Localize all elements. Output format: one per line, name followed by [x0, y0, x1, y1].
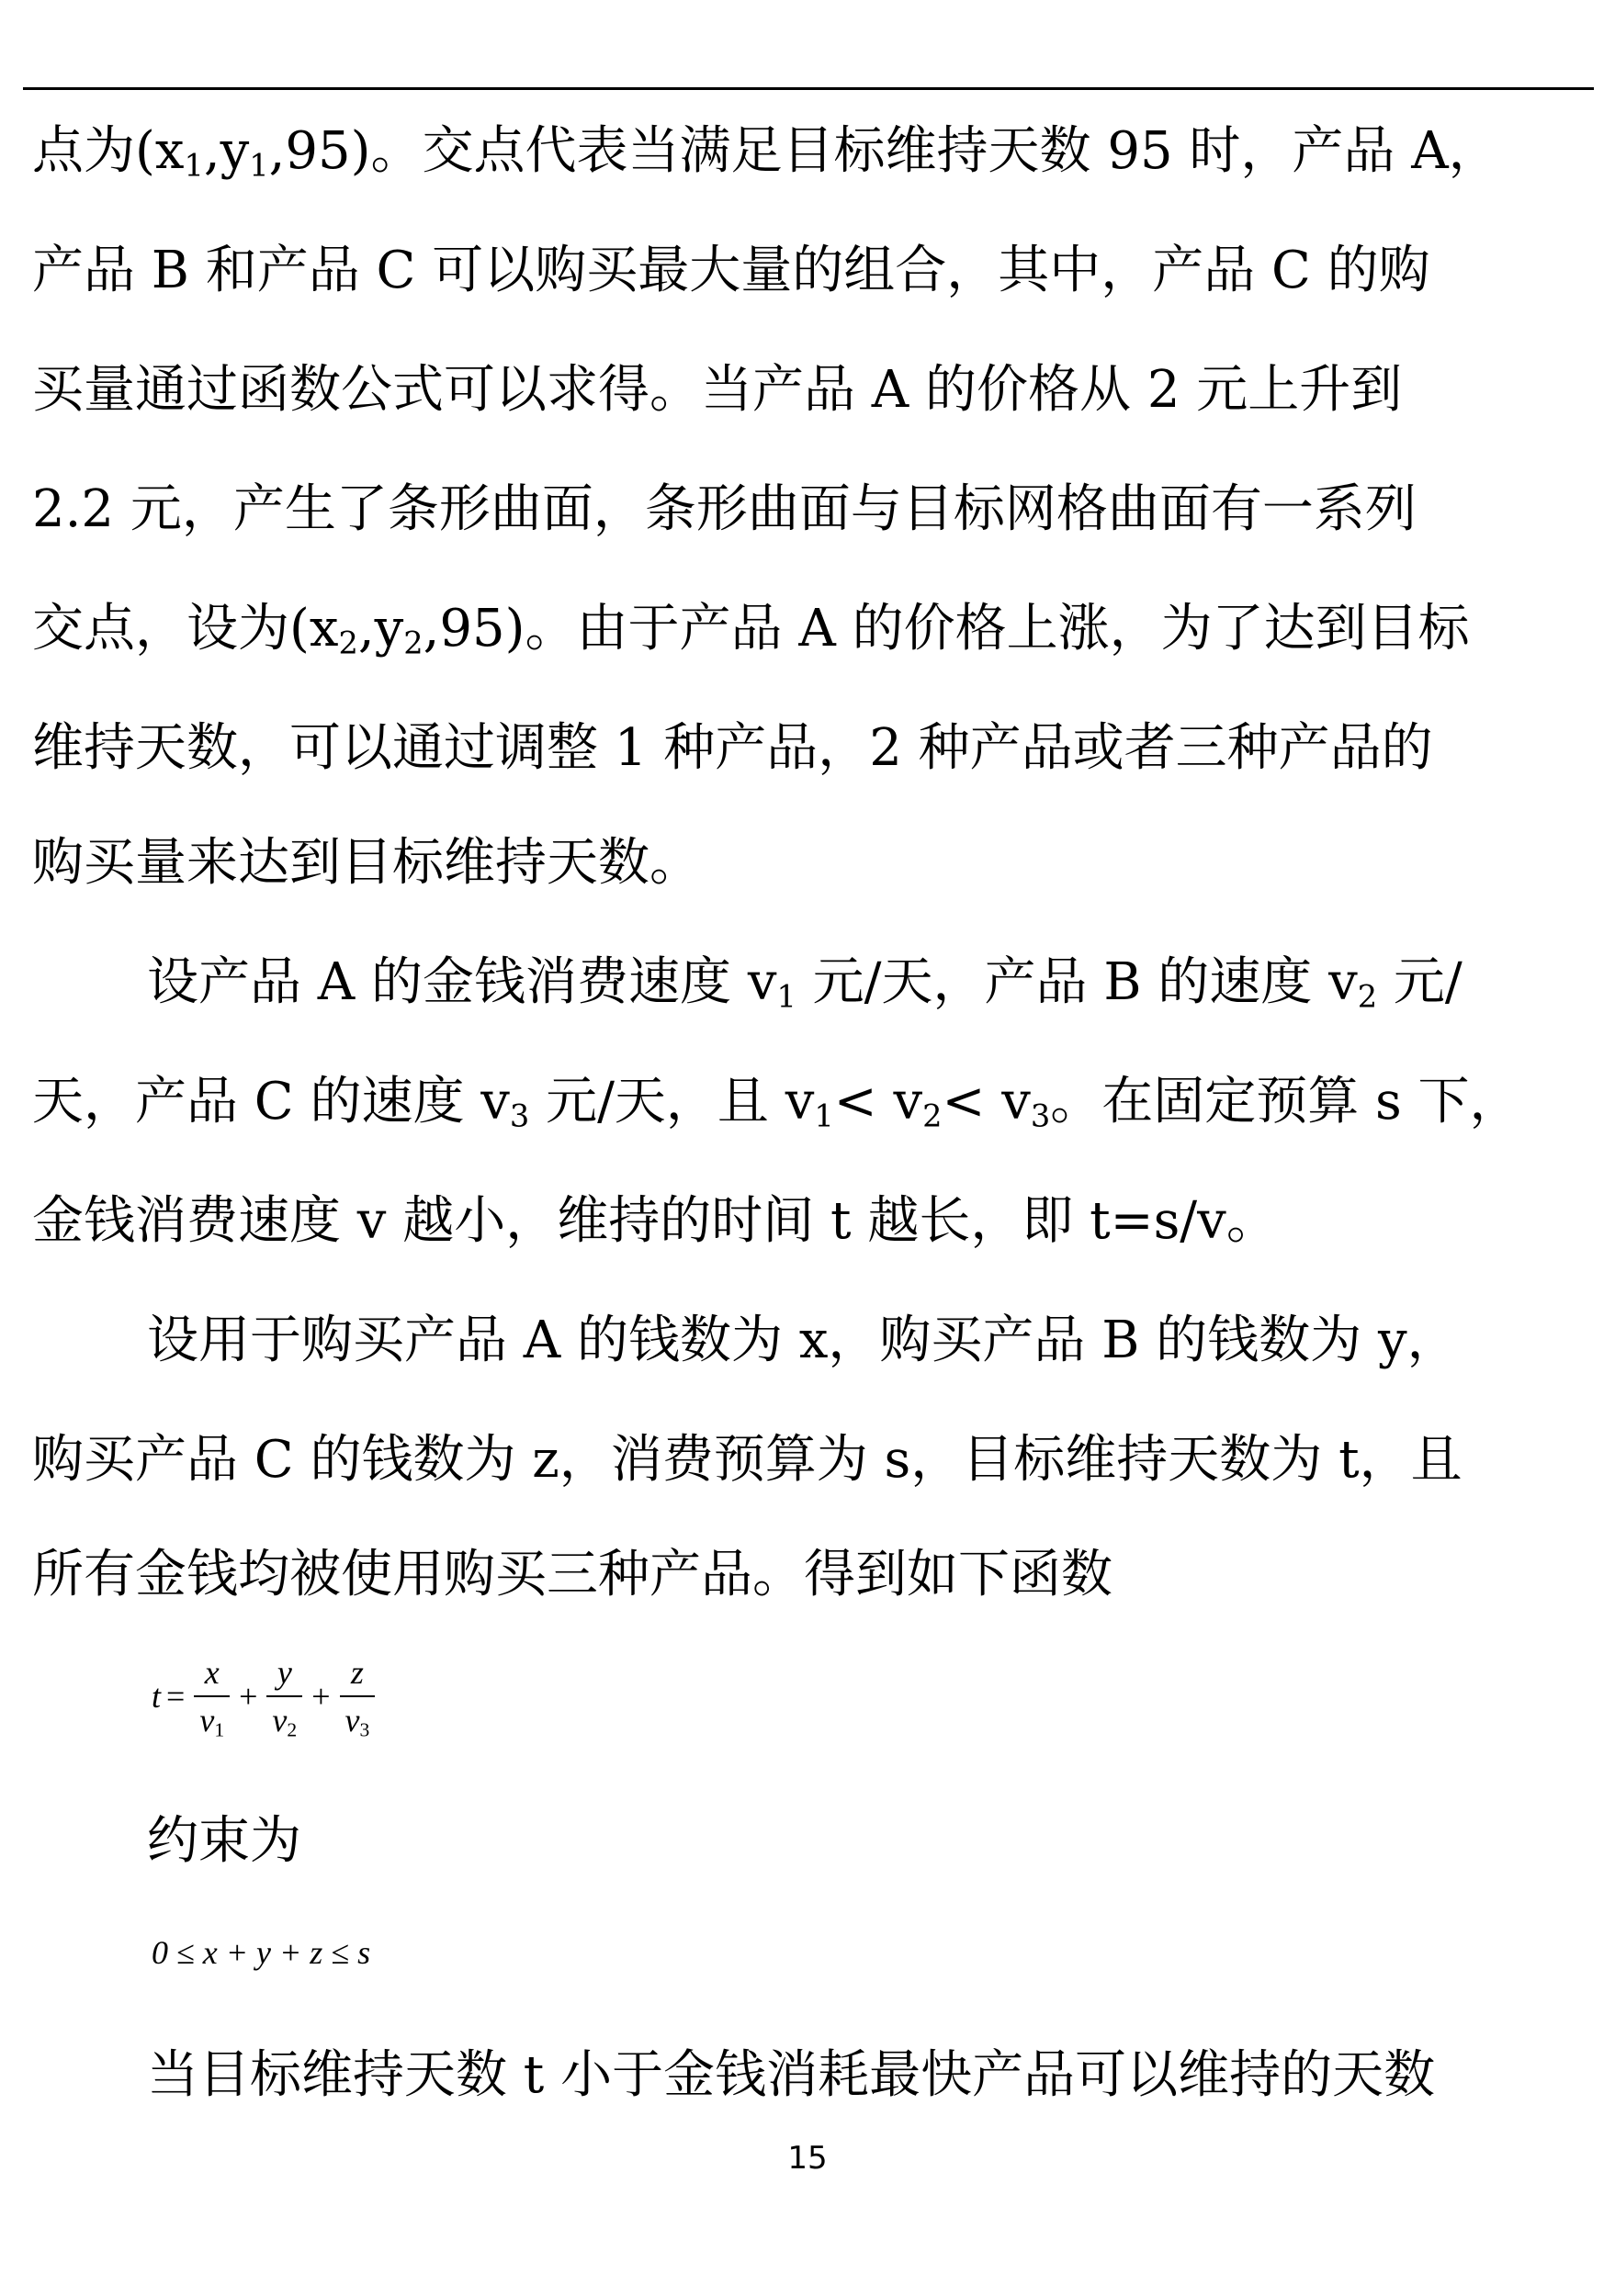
- page-number: 15: [787, 2140, 828, 2177]
- formula-equals: =: [166, 1678, 186, 1715]
- paragraph-line: 设产品 A 的金钱消费速度 $v_1$ 元/天，产品 B 的速度 $v_2$ 元/: [147, 952, 1463, 1015]
- paragraph-line: 买量通过函数公式可以求得。当产品 A 的价格从 2 元上升到: [32, 360, 1403, 420]
- formula-term-z: $\frac{z}{v_3}$: [340, 1653, 376, 1739]
- paragraph-line: 当目标维持天数 t 小于金钱消耗最快产品可以维持的天数: [147, 2045, 1436, 2105]
- paragraph-line: 所有金钱均被使用购买三种产品。得到如下函数: [32, 1545, 1112, 1604]
- formula-plus: +: [311, 1678, 331, 1715]
- paragraph-line: 购买产品 C 的钱数为 z，消费预算为 s，目标维持天数为 t，且: [32, 1430, 1463, 1490]
- paragraph-line: 交点，设为$(x_2,y_2,95)$。由于产品 A 的价格上涨，为了达到目标: [32, 599, 1470, 661]
- paragraph-line: 维持天数，可以通过调整 1 种产品，2 种产品或者三种产品的: [32, 718, 1433, 778]
- paragraph-line: 产品 B 和产品 C 可以购买最大量的组合，其中，产品 C 的购: [32, 241, 1430, 300]
- constraint-formula: 0 ≤ x + y + z ≤ s: [152, 1934, 371, 1971]
- objective-formula: [152, 1653, 378, 1739]
- paragraph-line: 2.2 元，产生了条形曲面，条形曲面与目标网格曲面有一系列: [32, 479, 1417, 539]
- paragraph-line: 点为$(x_1,y_1,95)$。交点代表当满足目标维持天数 95 时，产品 A，: [32, 121, 1500, 184]
- formula-plus: +: [239, 1678, 258, 1715]
- paragraph-line: 天，产品 C 的速度 $v_3$ 元/天，且 $v_1< v_2< v_3$。在固定预算 s 下，: [32, 1072, 1521, 1134]
- constraint-label: 约束为: [147, 1811, 301, 1871]
- paragraph-line: 购买量来达到目标维持天数。: [32, 833, 701, 893]
- header-rule: [23, 87, 1594, 90]
- formula-lhs: t: [152, 1678, 162, 1715]
- formula-term-y: $\frac{y}{v_2}$: [266, 1653, 302, 1739]
- formula-term-x: $\frac{x}{v_1}$: [194, 1653, 230, 1739]
- paragraph-line: 设用于购买产品 A 的钱数为 x，购买产品 B 的钱数为 y，: [147, 1311, 1459, 1370]
- paragraph-line: 金钱消费速度 v 越小，维持的时间 t 越长，即 t=s/v。: [32, 1191, 1278, 1251]
